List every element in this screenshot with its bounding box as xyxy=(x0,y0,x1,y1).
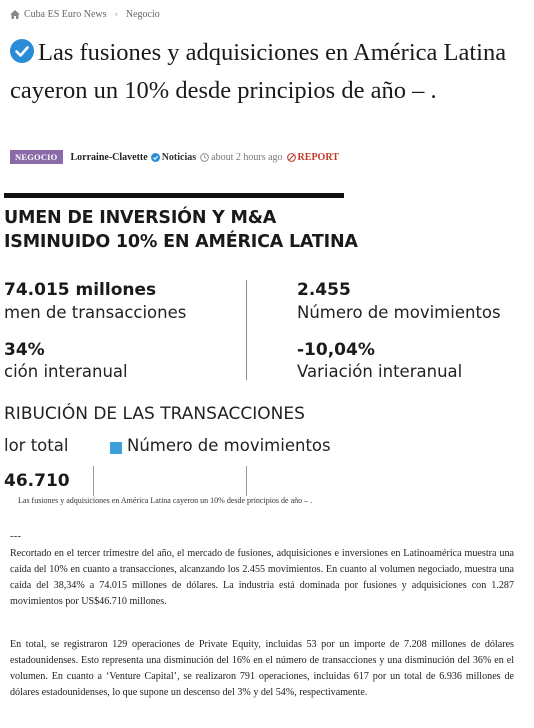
legend-swatch xyxy=(110,442,122,454)
stat-movements-value: 2.455 xyxy=(297,280,351,300)
breadcrumb-site-link[interactable]: Cuba ES Euro News xyxy=(24,9,107,20)
breadcrumb xyxy=(10,9,160,20)
infographic-section-heading: RIBUCIÓN DE LAS TRANSACCIONES xyxy=(4,404,305,424)
source-link[interactable]: Noticias xyxy=(161,151,197,163)
legend-total-value: lor total xyxy=(4,436,69,455)
home-icon xyxy=(10,10,20,19)
article-title-text: Las fusiones y adquisiciones en América Latina cayeron un 10% desde principios de año – . xyxy=(10,39,507,104)
clock-icon xyxy=(200,153,209,162)
stat-movements-label: Número de movimientos xyxy=(297,303,501,322)
separator: --- xyxy=(10,530,21,542)
infographic-bottom-value: 46.710 xyxy=(4,471,70,491)
infographic-image xyxy=(0,188,501,498)
infographic-heading-line1: UMEN DE INVERSIÓN Y M&A xyxy=(4,208,277,228)
infographic-heading-line2: ISMINUIDO 10% EN AMÉRICA LATINA xyxy=(4,232,358,252)
image-caption: Las fusiones y adquisiciones en América Latina cayeron un 10% desde principios de año – . xyxy=(18,496,313,505)
stats-divider xyxy=(246,280,247,380)
category-badge[interactable]: NEGOCIO xyxy=(10,150,63,164)
chart-tick xyxy=(246,466,247,496)
verified-check-icon xyxy=(151,153,160,162)
article-title xyxy=(10,34,515,110)
stat-volume-change-label: ción interanual xyxy=(4,362,128,381)
legend-movements: Número de movimientos xyxy=(127,436,331,455)
chevron-right-icon: › xyxy=(114,9,118,20)
author-link[interactable]: Lorraine-Clavette xyxy=(70,151,148,163)
stat-movements-change-label: Variación interanual xyxy=(297,362,463,381)
report-icon xyxy=(287,153,296,162)
report-link[interactable]: REPORT xyxy=(297,151,339,163)
stat-volume-label: men de transacciones xyxy=(4,303,187,322)
stat-movements-change-value: -10,04% xyxy=(297,340,375,360)
infographic-top-bar xyxy=(4,193,344,198)
article-meta xyxy=(10,150,339,164)
article-paragraph: Recortado en el tercer trimestre del año, el mercado de fusiones, adquisiciones e inversiones en Latinoamérica muestra una caída del 10% en cuanto a transacciones, alcanzando los 2.455 movimientos. En cuanto al volumen negociado, muestra una caída del 38,34% a 74.015 millones de dólares. La industria está dominada por fusiones y adquisiciones con 1.287 movimientos por US$46.710 millones. xyxy=(10,548,514,607)
breadcrumb-section-link[interactable]: Negocio xyxy=(125,9,160,20)
chart-tick xyxy=(93,466,94,496)
stat-volume-change-value: 34% xyxy=(4,340,45,360)
stat-volume-value: 74.015 millones xyxy=(4,280,157,300)
article-paragraph: En total, se registraron 129 operaciones de Private Equity, incluidas 53 por un importe de 7.208 millones de dólares estadounidenses. Esto representa una disminución del 16% en el número de transacciones y una disminución del 36% en el volumen. En cuanto a ‘Venture Capital’, se realizaron 791 operaciones, incluidas 617 por un total de 6.936 millones de dólares estadounidenses, lo que supone un descenso del 3% y del 54%, respectivamente. xyxy=(10,639,514,698)
verified-icon xyxy=(10,39,34,63)
publish-time: about 2 hours ago xyxy=(211,151,283,163)
